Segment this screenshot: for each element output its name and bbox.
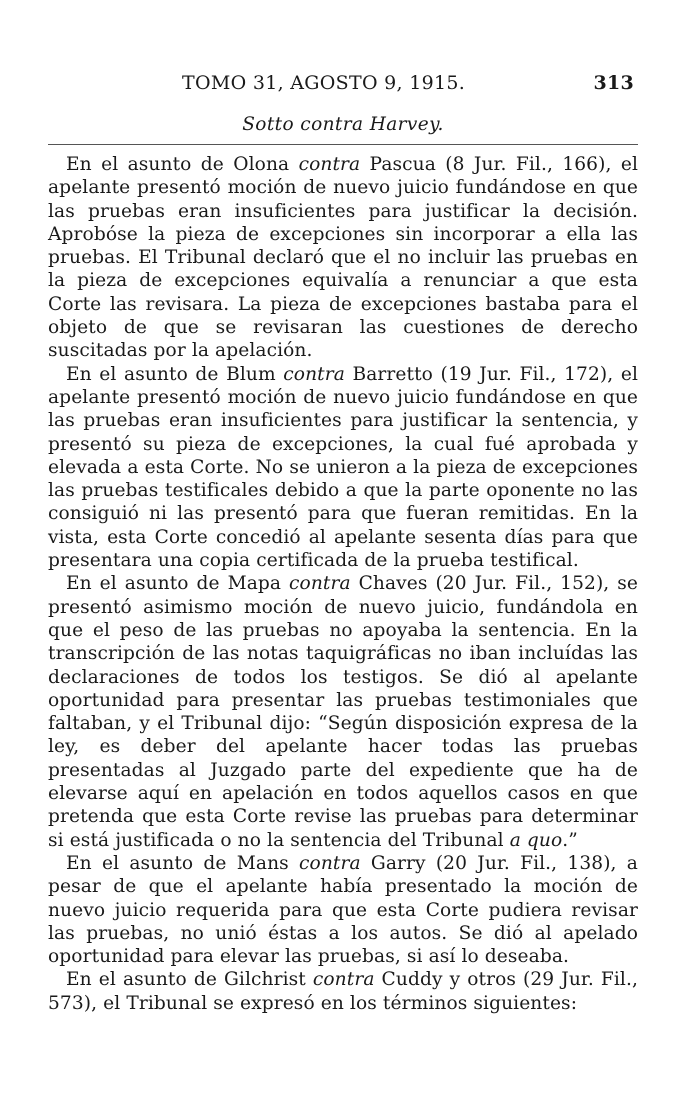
paragraph-text: En el asunto de Mans — [66, 852, 300, 874]
italic-text: a quo — [509, 829, 563, 851]
paragraph-text: Barretto (19 Jur. Fil., 172), el apelante presentó moción de nuevo juicio fundándose en que las pruebas eran insuficientes para justificar la sentencia, y presentó su pieza de excepciones, la cual fué aprobada y elevada a esta Corte. No se unieron a la pieza de excepciones las pruebas testificales debido a que la parte oponente no las consiguió ni las presentó para que fueran remitidas. En la vista, esta Corte concedió al apelante sesenta días para que presentara una copia certificada de la prueba testifical. — [48, 363, 638, 572]
header-rule — [48, 144, 638, 145]
paragraph-text: Cuddy y otros (29 Jur. Fil., 573), el Tribunal se expresó en los términos siguientes: — [48, 969, 638, 1014]
italic-text: contra — [283, 363, 345, 385]
italic-text: contra — [312, 969, 375, 991]
italic-text: contra — [299, 852, 361, 874]
document-page — [48, 70, 638, 1015]
paragraph — [48, 852, 638, 968]
paragraph-text: .” — [562, 829, 578, 851]
paragraph-text: En el asunto de Gilchrist — [66, 969, 313, 991]
paragraph-text: En el asunto de Mapa — [66, 573, 290, 595]
paragraph — [48, 153, 638, 363]
paragraph — [48, 363, 638, 573]
case-subtitle: Sotto contra Harvey. — [242, 114, 444, 135]
italic-text: contra — [289, 573, 351, 595]
paragraph-text: En el asunto de Olona — [66, 154, 299, 175]
italic-text: contra — [298, 154, 361, 175]
body-text — [48, 153, 638, 1015]
paragraph-text: En el asunto de Blum — [66, 363, 284, 385]
running-head — [48, 70, 638, 100]
paragraph-text: Pascua (8 Jur. Fil., 166), el apelante presentó moción de nuevo juicio fundándose en que las pruebas eran insuficientes para justificar la decisión. Aprobóse la pieza de excepciones sin incorporar a ella las pruebas. El Tribunal declaró que el no incluir las pruebas en la pieza de excepciones equivalía a renunciar a que esta Corte las revisara. La pieza de excepciones bastaba para el objeto de que se revisaran las cuestiones de derecho suscitadas por la apelación. — [48, 154, 638, 362]
paragraph-text: Garry (20 Jur. Fil., 138), a pesar de que el apelante había presentado la moción de nuevo juicio requerida para que esta Corte pudiera revisar las pruebas, no unió éstas a los autos. Se dió al apelado oportunidad para elevar las pruebas, si así lo deseaba. — [48, 852, 638, 968]
paragraph — [48, 968, 638, 1015]
running-title: TOMO 31, AGOSTO 9, 1915. — [182, 72, 466, 94]
page-number: 313 — [593, 72, 634, 94]
paragraph — [48, 572, 638, 852]
paragraph-text: Chaves (20 Jur. Fil., 152), se presentó asimismo moción de nuevo juicio, fundándola en que el peso de las pruebas no apoyaba la sentencia. En la transcripción de las notas taquigráficas no iban incluídas las declaraciones de todos los testigos. Se dió al apelante oportunidad para presentar las pruebas testimoniales que faltaban, y el Tribunal dijo: “Según disposición expresa de la ley, es deber del apelante hacer todas las pruebas presentadas al Juzgado parte del expediente que ha de elevarse aquí en apelación en todos aquellos casos en que pretenda que esta Corte revise las pruebas para determinar si está justificada o no la sentencia del Tribunal — [48, 573, 638, 851]
